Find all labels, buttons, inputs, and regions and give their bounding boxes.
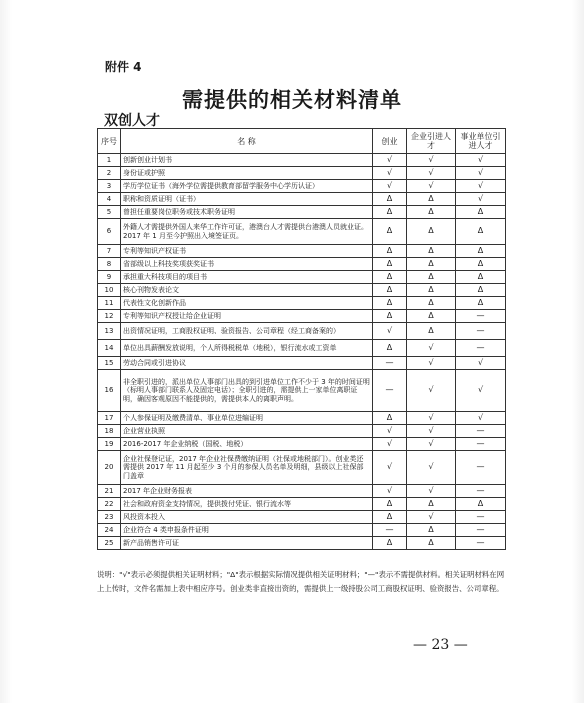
row-name: 2016-2017 年企业纳税（国税、地税）	[121, 438, 373, 451]
row-number: 4	[98, 193, 121, 206]
mark-institution: —	[456, 524, 506, 537]
mark-institution: Δ	[456, 219, 506, 245]
mark-startup: Δ	[373, 284, 407, 297]
mark-enterprise: √	[407, 167, 456, 180]
mark-enterprise: Δ	[407, 524, 456, 537]
table-note: 说明："√"表示必须提供相关证明材料；"Δ"表示根据实际情况提供相关证明材料；"—"表示不需提供材料。相关证明材料在网上上传时，文件名需加上表中相应序号。创业类非直接出资的，需提供上一级持股公司工商股权证明、验资报告、公司章程。	[97, 570, 505, 593]
row-name: 企业营业执照	[121, 425, 373, 438]
mark-enterprise: Δ	[407, 297, 456, 310]
mark-enterprise: √	[407, 370, 456, 412]
table-row	[98, 340, 506, 357]
row-number: 14	[98, 340, 121, 357]
row-number: 10	[98, 284, 121, 297]
row-number: 20	[98, 451, 121, 485]
attachment-label: 附件 4	[105, 60, 142, 74]
table-row	[98, 167, 506, 180]
mark-enterprise: √	[407, 425, 456, 438]
row-number: 15	[98, 357, 121, 370]
row-number: 8	[98, 258, 121, 271]
mark-startup: √	[373, 451, 407, 485]
row-number: 22	[98, 498, 121, 511]
row-number: 9	[98, 271, 121, 284]
page-number: — 23 —	[413, 637, 468, 653]
table-header-row	[98, 129, 506, 154]
row-name: 创新创业计划书	[121, 154, 373, 167]
mark-startup: —	[373, 357, 407, 370]
mark-startup: Δ	[373, 258, 407, 271]
table-row	[98, 219, 506, 245]
row-number: 21	[98, 485, 121, 498]
table-row	[98, 370, 506, 412]
table-row	[98, 310, 506, 323]
mark-enterprise: Δ	[407, 258, 456, 271]
mark-institution: Δ	[456, 284, 506, 297]
mark-enterprise: Δ	[407, 323, 456, 340]
row-number: 17	[98, 412, 121, 425]
row-number: 1	[98, 154, 121, 167]
table-row	[98, 425, 506, 438]
mark-startup: √	[373, 154, 407, 167]
mark-enterprise: Δ	[407, 245, 456, 258]
mark-institution: Δ	[456, 206, 506, 219]
mark-startup: √	[373, 438, 407, 451]
row-name: 企业社保登记证，2017 年企业社保费缴纳证明（社保或地税部门）。创业类还需提供 2017 年 11 月起至少 3 个月的参保人员名单及明细，县级以上社保部门盖章	[121, 451, 373, 485]
section-heading: 双创人才	[104, 113, 160, 129]
col-header-name: 名 称	[121, 129, 373, 154]
row-number: 19	[98, 438, 121, 451]
mark-institution: —	[456, 310, 506, 323]
col-header-startup: 创业	[373, 129, 407, 154]
mark-startup: —	[373, 524, 407, 537]
table-row	[98, 245, 506, 258]
mark-startup: —	[373, 370, 407, 412]
mark-enterprise: √	[407, 485, 456, 498]
row-name: 专利等知识产权授让给企业证明	[121, 310, 373, 323]
row-name: 学历学位证书（海外学位需提供教育部留学服务中心学历认证）	[121, 180, 373, 193]
row-number: 13	[98, 323, 121, 340]
mark-institution: Δ	[456, 498, 506, 511]
mark-institution: —	[456, 451, 506, 485]
table-row	[98, 485, 506, 498]
row-name: 职称和资质证明（证书）	[121, 193, 373, 206]
materials-table	[97, 128, 506, 550]
mark-enterprise: Δ	[407, 193, 456, 206]
mark-startup: Δ	[373, 511, 407, 524]
mark-enterprise: √	[407, 438, 456, 451]
table-row	[98, 498, 506, 511]
mark-institution: Δ	[456, 271, 506, 284]
mark-enterprise: √	[407, 180, 456, 193]
row-number: 24	[98, 524, 121, 537]
mark-enterprise: Δ	[407, 206, 456, 219]
mark-enterprise: √	[407, 154, 456, 167]
mark-institution: √	[456, 193, 506, 206]
table-row	[98, 297, 506, 310]
mark-enterprise: √	[407, 357, 456, 370]
row-name: 风投资本投入	[121, 511, 373, 524]
mark-institution: Δ	[456, 297, 506, 310]
mark-institution: √	[456, 370, 506, 412]
table-row	[98, 357, 506, 370]
table-row	[98, 193, 506, 206]
row-name: 非全职引进的，派出单位人事部门出具的到引进单位工作不少于 3 年的时间证明（标明人事部门联系人及固定电话）；全职引进的，需提供上一家单位离职证明，确因客观原因不能提供的，需提供本人的离职声明。	[121, 370, 373, 412]
row-number: 6	[98, 219, 121, 245]
table-row	[98, 258, 506, 271]
mark-startup: Δ	[373, 498, 407, 511]
mark-enterprise: Δ	[407, 537, 456, 550]
mark-enterprise: √	[407, 451, 456, 485]
table-row	[98, 412, 506, 425]
mark-startup: Δ	[373, 271, 407, 284]
table-row	[98, 271, 506, 284]
mark-institution: —	[456, 323, 506, 340]
table-row	[98, 438, 506, 451]
row-number: 25	[98, 537, 121, 550]
row-name: 单位出具薪酬发放说明，个人所得税税单（地税），银行流水或工资单	[121, 340, 373, 357]
mark-startup: Δ	[373, 537, 407, 550]
row-number: 12	[98, 310, 121, 323]
table-row	[98, 154, 506, 167]
mark-startup: √	[373, 485, 407, 498]
mark-institution: —	[456, 537, 506, 550]
mark-startup: √	[373, 180, 407, 193]
row-number: 11	[98, 297, 121, 310]
col-header-enterprise: 企业引进人才	[407, 129, 456, 154]
mark-institution: Δ	[456, 245, 506, 258]
mark-enterprise: √	[407, 511, 456, 524]
mark-institution: —	[456, 511, 506, 524]
table-row	[98, 524, 506, 537]
mark-institution: √	[456, 154, 506, 167]
mark-enterprise: Δ	[407, 310, 456, 323]
mark-institution: √	[456, 167, 506, 180]
mark-enterprise: √	[407, 412, 456, 425]
table-row	[98, 180, 506, 193]
row-name: 社会和政府资金支持情况，提供拨付凭证、银行流水等	[121, 498, 373, 511]
col-header-no: 序号	[98, 129, 121, 154]
table-row	[98, 537, 506, 550]
mark-enterprise: Δ	[407, 219, 456, 245]
mark-institution: √	[456, 180, 506, 193]
mark-startup: Δ	[373, 206, 407, 219]
mark-startup: Δ	[373, 310, 407, 323]
mark-startup: Δ	[373, 340, 407, 357]
row-name: 身份证或护照	[121, 167, 373, 180]
table-row	[98, 284, 506, 297]
row-number: 7	[98, 245, 121, 258]
row-number: 5	[98, 206, 121, 219]
mark-institution: —	[456, 425, 506, 438]
row-number: 3	[98, 180, 121, 193]
mark-startup: Δ	[373, 297, 407, 310]
row-name: 出资情况证明，工商股权证明、验资报告、公司章程（经工商备案的）	[121, 323, 373, 340]
row-name: 企业符合 4 类申报条件证明	[121, 524, 373, 537]
table-row	[98, 511, 506, 524]
row-name: 2017 年企业财务报表	[121, 485, 373, 498]
mark-institution: Δ	[456, 258, 506, 271]
mark-startup: Δ	[373, 412, 407, 425]
mark-startup: √	[373, 323, 407, 340]
table-row	[98, 206, 506, 219]
row-number: 16	[98, 370, 121, 412]
mark-institution: —	[456, 438, 506, 451]
row-name: 劳动合同或引进协议	[121, 357, 373, 370]
table-row	[98, 451, 506, 485]
mark-enterprise: √	[407, 340, 456, 357]
mark-institution: —	[456, 485, 506, 498]
row-name: 省部级以上科技奖项获奖证书	[121, 258, 373, 271]
row-name: 代表性文化创新作品	[121, 297, 373, 310]
table-row	[98, 323, 506, 340]
row-number: 23	[98, 511, 121, 524]
mark-enterprise: Δ	[407, 271, 456, 284]
row-number: 18	[98, 425, 121, 438]
row-name: 个人参保证明及缴费清单、事业单位进编证明	[121, 412, 373, 425]
mark-institution: √	[456, 357, 506, 370]
mark-enterprise: Δ	[407, 498, 456, 511]
mark-startup: √	[373, 425, 407, 438]
mark-institution: √	[456, 412, 506, 425]
table-body	[98, 154, 506, 550]
row-name: 专利等知识产权证书	[121, 245, 373, 258]
mark-enterprise: Δ	[407, 284, 456, 297]
mark-startup: Δ	[373, 245, 407, 258]
row-name: 承担重大科技项目的项目书	[121, 271, 373, 284]
row-name: 外籍人才需提供外国人来华工作许可证，港澳台人才需提供台港澳人员就业证。2017 年 1 月至今护照出入境签证页。	[121, 219, 373, 245]
mark-startup: √	[373, 167, 407, 180]
col-header-institution: 事业单位引进人才	[456, 129, 506, 154]
page-title: 需提供的相关材料清单	[182, 87, 402, 112]
mark-startup: Δ	[373, 193, 407, 206]
row-name: 新产品销售许可证	[121, 537, 373, 550]
mark-startup: Δ	[373, 219, 407, 245]
row-name: 核心刊物发表论文	[121, 284, 373, 297]
mark-institution: —	[456, 340, 506, 357]
row-name: 曾担任重要岗位职务或技术职务证明	[121, 206, 373, 219]
row-number: 2	[98, 167, 121, 180]
